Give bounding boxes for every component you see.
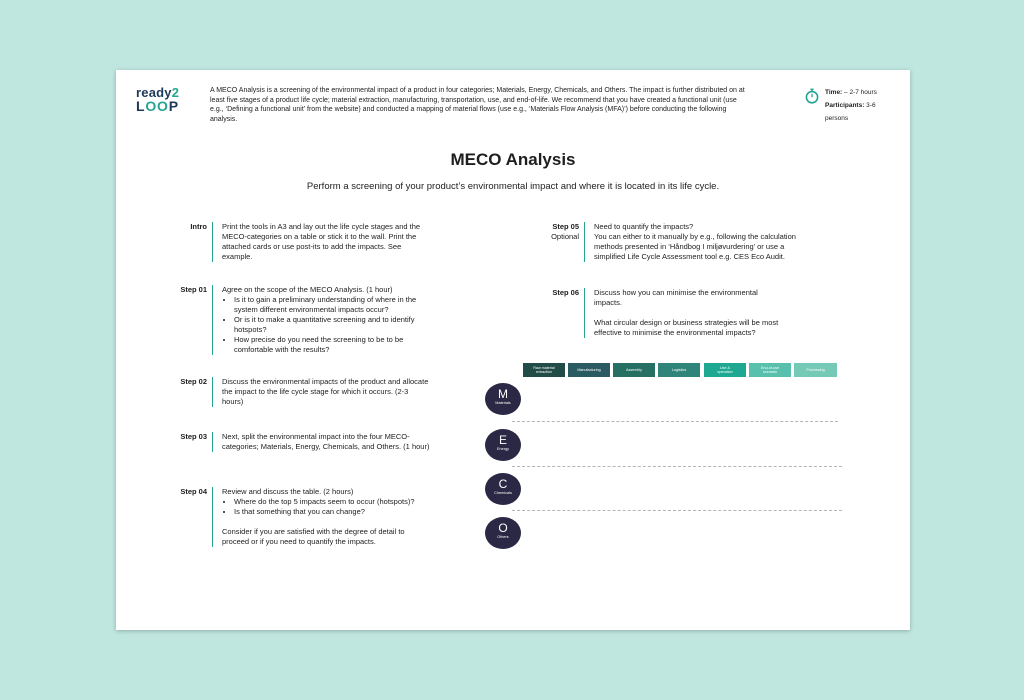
step-body <box>212 487 430 547</box>
step-text: Discuss the environmental impacts of the product and allocate the impact to the life cycle stage for which it occurs. (2-3 hours) <box>212 377 430 407</box>
stage-label: Assembly <box>626 367 642 372</box>
step-optional-label: Optional <box>551 232 579 241</box>
lifecycle-stage-raw-material <box>523 363 565 377</box>
intro-paragraph: A MECO Analysis is a screening of the environmental impact of a product in four categories; Materials, Energy, Chemicals, and Others. The impact is further distributed on at least five stages of a product life cycle; material extraction, manufacturing, transportation, use, and end-of-life. We recommend that you have created a functional unit (use e.g., ‘Defining a functional unit’ from the website) and conducted a mapping of material flows (use e.g., ‘Materials Flow Analysis (MFA)’) before conducting the following analysis. <box>210 87 745 123</box>
bullet-item: • Is that something that you can change? <box>234 507 430 517</box>
step-label: Step 02 <box>180 377 207 386</box>
step-text: What circular design or business strategies will be most effective to minimise the environmental impacts? <box>594 318 779 337</box>
participants-value: 3-6 <box>864 102 876 109</box>
step-body <box>584 222 806 262</box>
step-label: Step 03 <box>180 432 207 441</box>
meco-materials-circle <box>485 383 521 415</box>
time-label: Time: <box>825 89 843 96</box>
ready2loop-logo <box>136 86 179 113</box>
step-intro <box>116 222 422 262</box>
row-divider <box>512 421 838 422</box>
time-value: – 2-7 hours <box>842 89 877 96</box>
stage-label: Use & <box>719 365 731 370</box>
step-label: Step 01 <box>180 285 207 294</box>
logo-text: 2 <box>171 85 180 100</box>
lifecycle-stage-use <box>704 363 746 377</box>
meco-chemicals-circle <box>485 473 521 505</box>
bullet-item: • Or is it to make a quantitative screening and to identify hotspots? <box>234 315 428 335</box>
step-04 <box>116 487 430 547</box>
step-text: Discuss how you can minimise the environmental impacts. <box>594 288 758 307</box>
logo-text: P <box>168 98 179 114</box>
stage-label: Logistics <box>671 367 687 372</box>
logo-text: L <box>136 98 146 114</box>
step-text: Review and discuss the table. (2 hours) <box>222 487 354 496</box>
participants-label: Participants: <box>825 102 865 109</box>
meco-letter: M <box>498 387 508 401</box>
page-subtitle: Perform a screening of your product’s environmental impact and where it is located in its life cycle. <box>306 181 720 192</box>
bullet-item: • How precise do you need the screening to be to be comfortable with the results? <box>234 335 428 355</box>
worksheet-page <box>116 70 910 630</box>
meco-word: Chemicals <box>494 491 512 495</box>
stage-label: End-of-use <box>760 365 780 370</box>
meco-word: Materials <box>495 401 511 405</box>
step-06 <box>488 288 780 338</box>
step-text: Next, split the environmental impact into the four MECO-categories; Materials, Energy, Chemicals, and Others. (1 hour) <box>212 432 432 452</box>
lifecycle-stage-manufacturing <box>568 363 610 377</box>
meco-others-circle <box>485 517 521 549</box>
step-text: Print the tools in A3 and lay out the life cycle stages and the MECO-categories on a table or stick it to the wall. Print the attached cards or use post-its to add the impacts. See example. <box>212 222 422 262</box>
step-01 <box>116 285 428 355</box>
step-label: Step 06 <box>552 288 579 297</box>
bullet-item: • Is it to gain a preliminary understanding of where in the system different environmental impacts occur? <box>234 295 428 315</box>
step-label: Step 04 <box>180 487 207 496</box>
stage-label: Manufacturing <box>577 367 601 372</box>
lifecycle-stage-end-of-use <box>749 363 791 377</box>
step-body <box>212 285 428 355</box>
row-divider <box>512 510 842 511</box>
step-03 <box>116 432 432 452</box>
stopwatch-icon <box>804 88 820 104</box>
row-divider <box>512 466 842 467</box>
step-text: Need to quantify the impacts? <box>594 222 694 231</box>
logo-text: OO <box>145 98 169 114</box>
step-text: Consider if you are satisfied with the degree of detail to proceed or if you need to quantify the impacts. <box>222 527 405 546</box>
step-text: Agree on the scope of the MECO Analysis. (1 hour) <box>222 285 393 294</box>
step-label-text: Step 05 <box>552 222 579 231</box>
meco-letter: O <box>498 521 508 535</box>
stage-label: operation <box>717 370 733 374</box>
meco-letter: E <box>498 433 507 447</box>
step-label: Intro <box>190 222 207 231</box>
meco-word: Others <box>497 535 509 539</box>
bullet-item: • Where do the top 5 impacts seem to occur (hotspots)? <box>234 497 430 507</box>
participants-unit: persons <box>825 115 849 122</box>
step-02 <box>116 377 430 407</box>
stage-label: extraction <box>536 370 552 374</box>
page-title: MECO Analysis <box>450 150 576 169</box>
stage-label: scenario <box>763 370 777 374</box>
step-bullets <box>222 295 428 355</box>
step-bullets <box>222 497 430 517</box>
step-05 <box>488 222 806 262</box>
meco-word: Energy <box>496 447 510 451</box>
step-body <box>584 288 780 338</box>
stage-label: Raw material <box>533 365 555 370</box>
lifecycle-stage-assembly <box>613 363 655 377</box>
step-label <box>488 222 584 262</box>
stage-label: Processing <box>806 367 825 372</box>
meco-letter: C <box>498 477 508 491</box>
step-text: You can either to it manually by e.g., following the calculation methods presented in ‘Håndbog I miljøvurdering’ or use a simplified Life Cycle Assessment tool e.g. CES Eco Audit. <box>594 232 796 261</box>
meco-energy-circle <box>485 429 521 461</box>
lifecycle-stage-logistics <box>658 363 700 377</box>
logo-text: ready <box>136 85 172 100</box>
lifecycle-stage-processing <box>794 363 837 377</box>
time-participants-info <box>804 86 904 125</box>
